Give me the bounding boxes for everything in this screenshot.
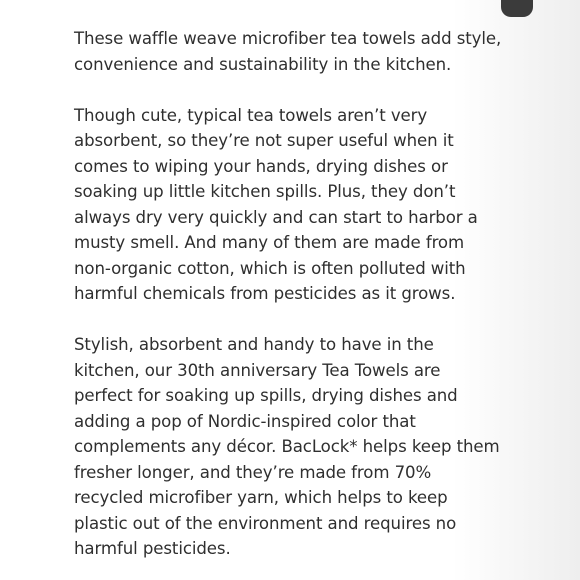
description-paragraph-1: These waffle weave microfiber tea towels add style, convenience and sustainability in the kitchen. [74, 29, 502, 74]
description-paragraph-2: Though cute, typical tea towels aren’t very absorbent, so they’re not super useful when it comes to wiping your hands, drying dishes or soaking up little kitchen spills. Plus, they don’t always dry very quickly and can start to harbor a musty smell. And many of them are made from non-organic cotton, which is often polluted with harmful chemicals from pesticides as it grows. [74, 105, 478, 303]
description-text-block [74, 26, 504, 562]
corner-tab [501, 0, 533, 17]
description-paragraph-3: Stylish, absorbent and handy to have in the kitchen, our 30th anniversary Tea Towels are perfect for soaking up spills, drying dishes and adding a pop of Nordic-inspired color that complements any décor. BacLock* helps keep them fresher longer, and they’re made from 70% recycled microfiber yarn, which helps to keep plastic out of the environment and requires no harmful pesticides. [74, 335, 500, 558]
